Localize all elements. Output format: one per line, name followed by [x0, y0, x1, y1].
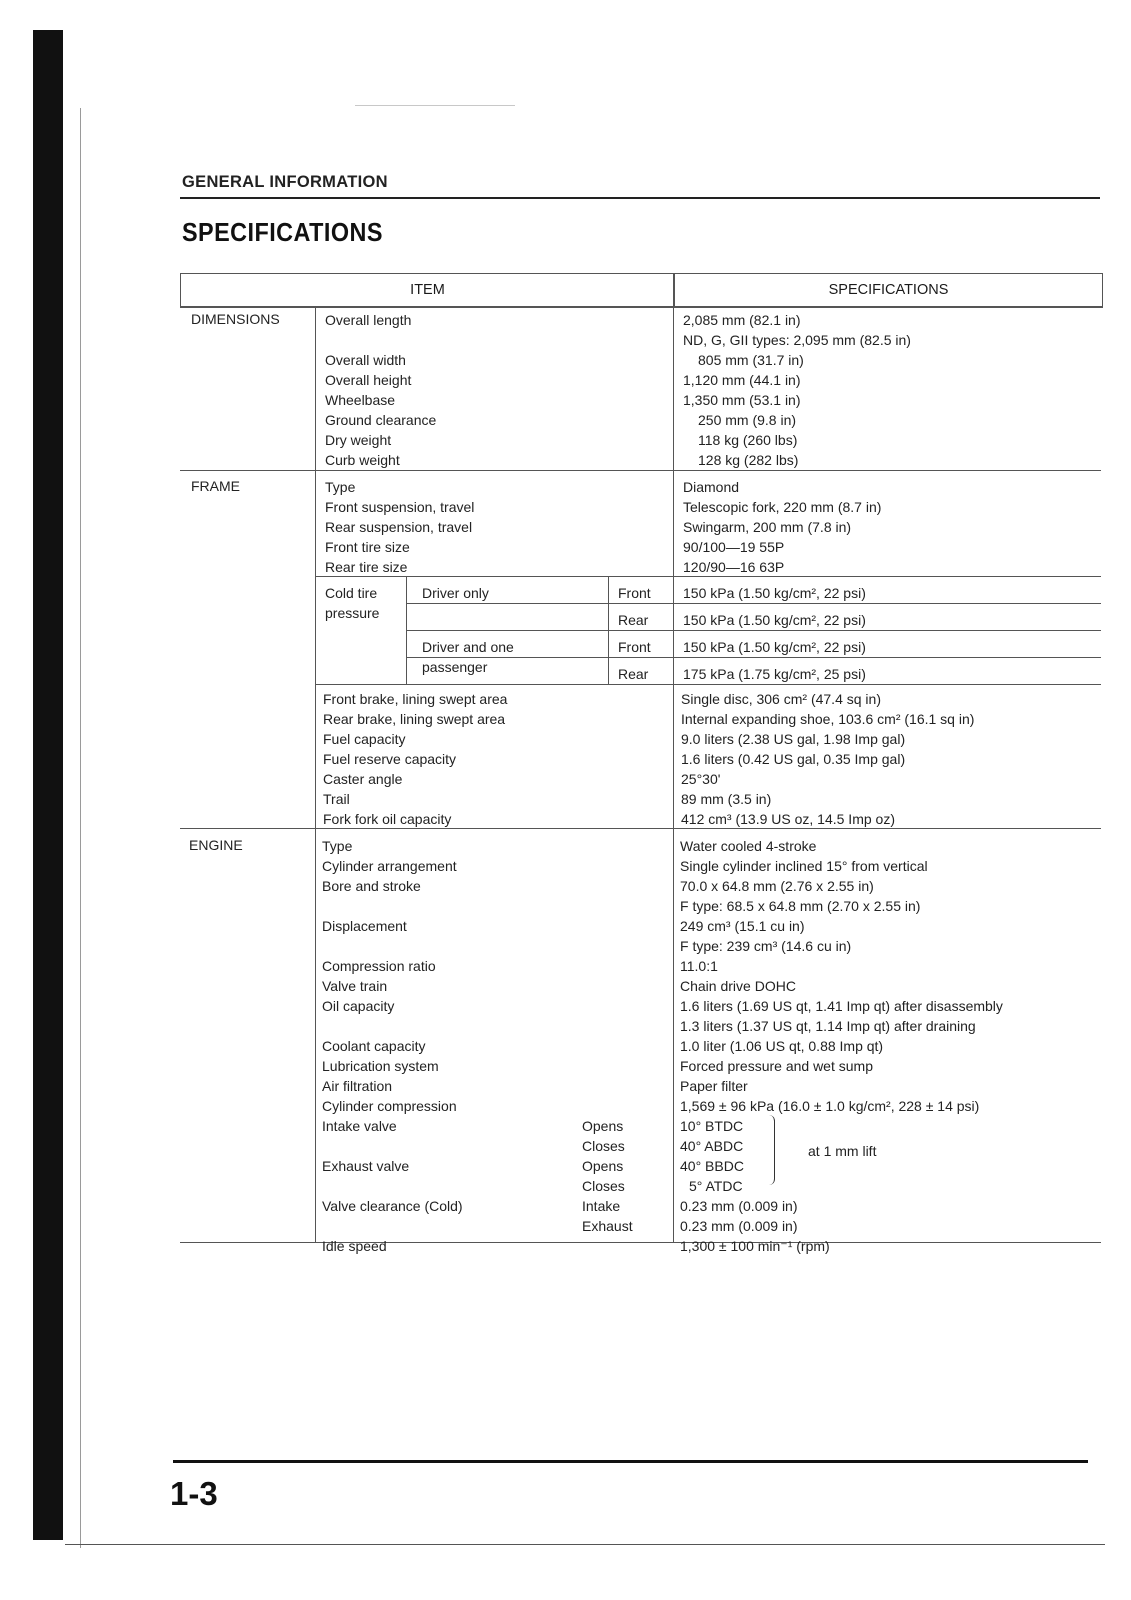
tire-front-label: Front — [618, 639, 651, 655]
item-label: Fuel reserve capacity — [323, 751, 457, 767]
tire-divider — [608, 576, 609, 684]
spec-value: 90/100—19 55P — [683, 539, 785, 555]
group-label-frame: FRAME — [191, 478, 240, 494]
item-label: Rear brake, lining swept area — [323, 711, 506, 727]
spec-value: 1,300 ± 100 min⁻¹ (rpm) — [680, 1238, 830, 1254]
spec-value: 118 kg (260 lbs) — [698, 432, 798, 448]
item-label: Front brake, lining swept area — [323, 691, 508, 707]
specifications-table — [180, 273, 1103, 308]
item-label: Wheelbase — [325, 392, 396, 408]
spec-value: F type: 68.5 x 64.8 mm (2.70 x 2.55 in) — [680, 898, 921, 914]
binding-strip — [33, 30, 63, 1540]
group-divider — [315, 306, 316, 1242]
engine-divider — [180, 828, 1101, 829]
tire-rear-label: Rear — [618, 666, 649, 682]
tire-pressure-value: 175 kPa (1.75 kg/cm², 25 psi) — [683, 666, 866, 682]
spec-value: 2,085 mm (82.1 in) — [683, 312, 801, 328]
item-label: Rear tire size — [325, 559, 408, 575]
driver-passenger-label: Driver and one — [422, 639, 514, 655]
spec-value: 250 mm (9.8 in) — [698, 412, 797, 428]
item-label: Coolant capacity — [322, 1038, 426, 1054]
sub-label: Intake — [582, 1198, 621, 1214]
item-label: Air filtration — [322, 1078, 393, 1094]
tire-front-label: Front — [618, 585, 651, 601]
item-label: Bore and stroke — [322, 878, 421, 894]
table-header — [181, 274, 1102, 307]
spec-value: 1,120 mm (44.1 in) — [683, 372, 801, 388]
sub-label: Closes — [582, 1138, 625, 1154]
spec-value: 5° ATDC — [689, 1178, 743, 1194]
sub-label: Exhaust — [582, 1218, 633, 1234]
spec-value: 10° BTDC — [680, 1118, 744, 1134]
spec-value: Chain drive DOHC — [680, 978, 796, 994]
spec-value: 1.3 liters (1.37 US qt, 1.14 Imp qt) after draining — [680, 1018, 976, 1034]
tire-pressure-label: pressure — [325, 605, 380, 621]
spec-value: 128 kg (282 lbs) — [698, 452, 799, 468]
tire-pressure-label: Cold tire — [325, 585, 378, 601]
item-label: Type — [322, 838, 353, 854]
spec-value: 1,350 mm (53.1 in) — [683, 392, 801, 408]
driver-only-label: Driver only — [422, 585, 489, 601]
spec-value: 120/90—16 63P — [683, 559, 785, 575]
spec-value: 0.23 mm (0.009 in) — [680, 1198, 798, 1214]
spec-value: Paper filter — [680, 1078, 748, 1094]
spec-value: 11.0:1 — [680, 958, 718, 974]
sub-label: Opens — [582, 1158, 624, 1174]
column-header-item: ITEM — [181, 274, 675, 306]
sub-label: Opens — [582, 1118, 624, 1134]
item-label: Fuel capacity — [323, 731, 406, 747]
spec-value: 9.0 liters (2.38 US gal, 1.98 Imp gal) — [681, 731, 906, 747]
spec-value: Swingarm, 200 mm (7.8 in) — [683, 519, 852, 535]
item-label: Front tire size — [325, 539, 410, 555]
spec-value: 249 cm³ (15.1 cu in) — [680, 918, 805, 934]
item-label: Dry weight — [325, 432, 392, 448]
tire-pressure-value: 150 kPa (1.50 kg/cm², 22 psi) — [683, 639, 866, 655]
item-label: Fork fork oil capacity — [323, 811, 452, 827]
spec-value: 1.6 liters (0.42 US gal, 0.35 Imp gal) — [681, 751, 906, 767]
faint-rule — [355, 105, 515, 106]
item-label: Lubrication system — [322, 1058, 439, 1074]
page-heading: SPECIFICATIONS — [182, 217, 383, 247]
header-rule — [180, 197, 1100, 199]
spec-value: 25°30' — [681, 771, 721, 787]
table-bottom — [180, 1242, 1101, 1243]
item-label: Front suspension, travel — [325, 499, 475, 515]
item-label: Oil capacity — [322, 998, 395, 1014]
spec-divider — [673, 273, 674, 1242]
frame-divider — [180, 470, 1101, 471]
tire-row-line — [406, 603, 1101, 604]
item-label: Overall height — [325, 372, 412, 388]
spec-value: Internal expanding shoe, 103.6 cm² (16.1 sq in) — [681, 711, 975, 727]
page-number: 1-3 — [170, 1475, 218, 1512]
binding-line — [80, 108, 81, 1548]
item-label: Compression ratio — [322, 958, 436, 974]
item-label: Ground clearance — [325, 412, 437, 428]
item-label: Rear suspension, travel — [325, 519, 473, 535]
spec-value: 89 mm (3.5 in) — [681, 791, 772, 807]
spec-value: Diamond — [683, 479, 740, 495]
spec-value: Water cooled 4-stroke — [680, 838, 817, 854]
tire-pressure-value: 150 kPa (1.50 kg/cm², 22 psi) — [683, 585, 866, 601]
footer-rule — [173, 1460, 1088, 1463]
spec-value: Single disc, 306 cm² (47.4 sq in) — [681, 691, 881, 707]
item-label: Valve train — [322, 978, 388, 994]
item-label: Valve clearance (Cold) — [322, 1198, 463, 1214]
item-label: Overall width — [325, 352, 406, 368]
spec-value: 1,569 ± 96 kPa (16.0 ± 1.0 kg/cm², 228 ± 14 psi) — [680, 1098, 980, 1114]
tire-rear-label: Rear — [618, 612, 649, 628]
item-label: Displacement — [322, 918, 407, 934]
spec-value: 805 mm (31.7 in) — [698, 352, 804, 368]
spec-value: 70.0 x 64.8 mm (2.76 x 2.55 in) — [680, 878, 874, 894]
tire-divider — [406, 576, 407, 684]
sub-label: Closes — [582, 1178, 625, 1194]
tire-row-line — [406, 630, 1101, 631]
item-label: Caster angle — [323, 771, 403, 787]
spec-value: 40° BBDC — [680, 1158, 744, 1174]
spec-value: 1.0 liter (1.06 US qt, 0.88 Imp qt) — [680, 1038, 884, 1054]
spec-value: 0.23 mm (0.009 in) — [680, 1218, 798, 1234]
group-label-dimensions: DIMENSIONS — [191, 311, 280, 327]
spec-value: F type: 239 cm³ (14.6 cu in) — [680, 938, 852, 954]
section-title: GENERAL INFORMATION — [182, 173, 388, 191]
spec-value: 1.6 liters (1.69 US qt, 1.41 Imp qt) after disassembly — [680, 998, 1003, 1014]
spec-value: Single cylinder inclined 15° from vertical — [680, 858, 928, 874]
driver-passenger-label: passenger — [422, 659, 488, 675]
page-bottom-line — [65, 1544, 1105, 1545]
spec-value: Telescopic fork, 220 mm (8.7 in) — [683, 499, 882, 515]
item-label: Exhaust valve — [322, 1158, 410, 1174]
spec-value: Forced pressure and wet sump — [680, 1058, 873, 1074]
item-label: Curb weight — [325, 452, 400, 468]
item-label: Type — [325, 479, 356, 495]
tire-pressure-value: 150 kPa (1.50 kg/cm², 22 psi) — [683, 612, 866, 628]
group-label-engine: ENGINE — [189, 837, 243, 853]
item-label: Trail — [323, 791, 350, 807]
lift-note: at 1 mm lift — [808, 1143, 877, 1159]
spec-value: 412 cm³ (13.9 US oz, 14.5 Imp oz) — [681, 811, 895, 827]
item-label: Idle speed — [322, 1238, 387, 1254]
tire-block-bottom — [315, 684, 1101, 685]
item-label: Intake valve — [322, 1118, 397, 1134]
item-label: Cylinder compression — [322, 1098, 457, 1114]
column-header-specifications: SPECIFICATIONS — [828, 282, 949, 298]
item-label: Cylinder arrangement — [322, 858, 457, 874]
lift-bracket — [766, 1115, 775, 1185]
item-label: Overall length — [325, 312, 412, 328]
spec-value: ND, G, GII types: 2,095 mm (82.5 in) — [683, 332, 911, 348]
spec-value: 40° ABDC — [680, 1138, 744, 1154]
tire-row-line — [406, 657, 1101, 658]
